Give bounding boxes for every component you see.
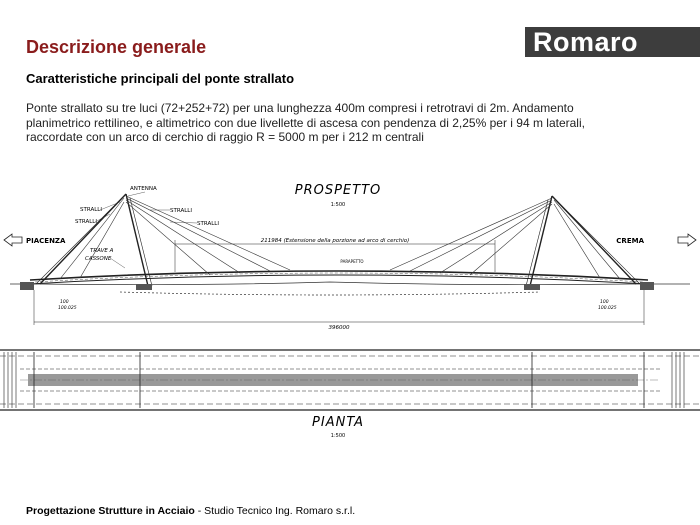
trave-label: TRAVE A [90,248,114,254]
plan-deck-hatch [28,374,638,386]
description-line: Ponte strallato su tre luci (72+252+72) per una lunghezza 400m compresi i retrotravi di 2m. Andamento [26,101,574,115]
right-direction-arrow [678,234,696,246]
total-length-dimension [34,290,644,325]
elevation-title: PROSPETTO [294,183,382,198]
stralli-label: STRALLI [75,219,97,225]
arc-extent-label: 211984 (Estensione della porzione ad arco di cerchio) [260,238,410,244]
page-title: Descrizione generale [26,37,207,57]
dim-right-bottom: 100.025 [598,306,617,311]
piers [20,282,654,290]
total-length-label: 396000 [328,325,350,331]
section-subtitle: Caratteristiche principali del ponte strallato [26,71,295,86]
footer-text: - Studio Tecnico Ing. Romaro s.r.l. [194,505,356,517]
right-city-label: CREMA [616,237,644,245]
antenna-label: ANTENNA [130,186,157,192]
description-paragraph [26,101,636,145]
dim-left-top: 100 [60,300,69,305]
plan-scale: 1:500 [330,433,346,439]
left-direction-arrow [4,234,22,246]
elevation-scale: 1:500 [330,202,346,208]
cassone-label: CASSONE [85,256,112,262]
left-city-label: PIACENZA [26,237,66,245]
dim-right-top: 100 [600,300,609,305]
stralli-label: STRALLI [170,208,192,214]
description-line: raccordate con un arco di cerchio di raggio R = 5000 m per i 212 m centrali [26,130,424,144]
bridge-drawing [0,172,700,442]
right-stays [390,198,620,279]
ground-line [10,282,690,295]
stralli-label: STRALLI [197,221,219,227]
plan-title: PIANTA [312,415,364,430]
deck-label: PARAPETTO [340,259,364,264]
footer [26,505,355,517]
dim-left-bottom: 100.025 [58,306,77,311]
description-line: planimetrico rettilineo, e altimetrico con due livellette di ascesa con pendenza di 2,25% per i 94 m laterali, [26,115,585,130]
footer-bold: Progettazione Strutture in Acciaio [26,505,195,517]
romaro-logo: Romaro [525,27,700,57]
stralli-label: STRALLI [80,207,102,213]
